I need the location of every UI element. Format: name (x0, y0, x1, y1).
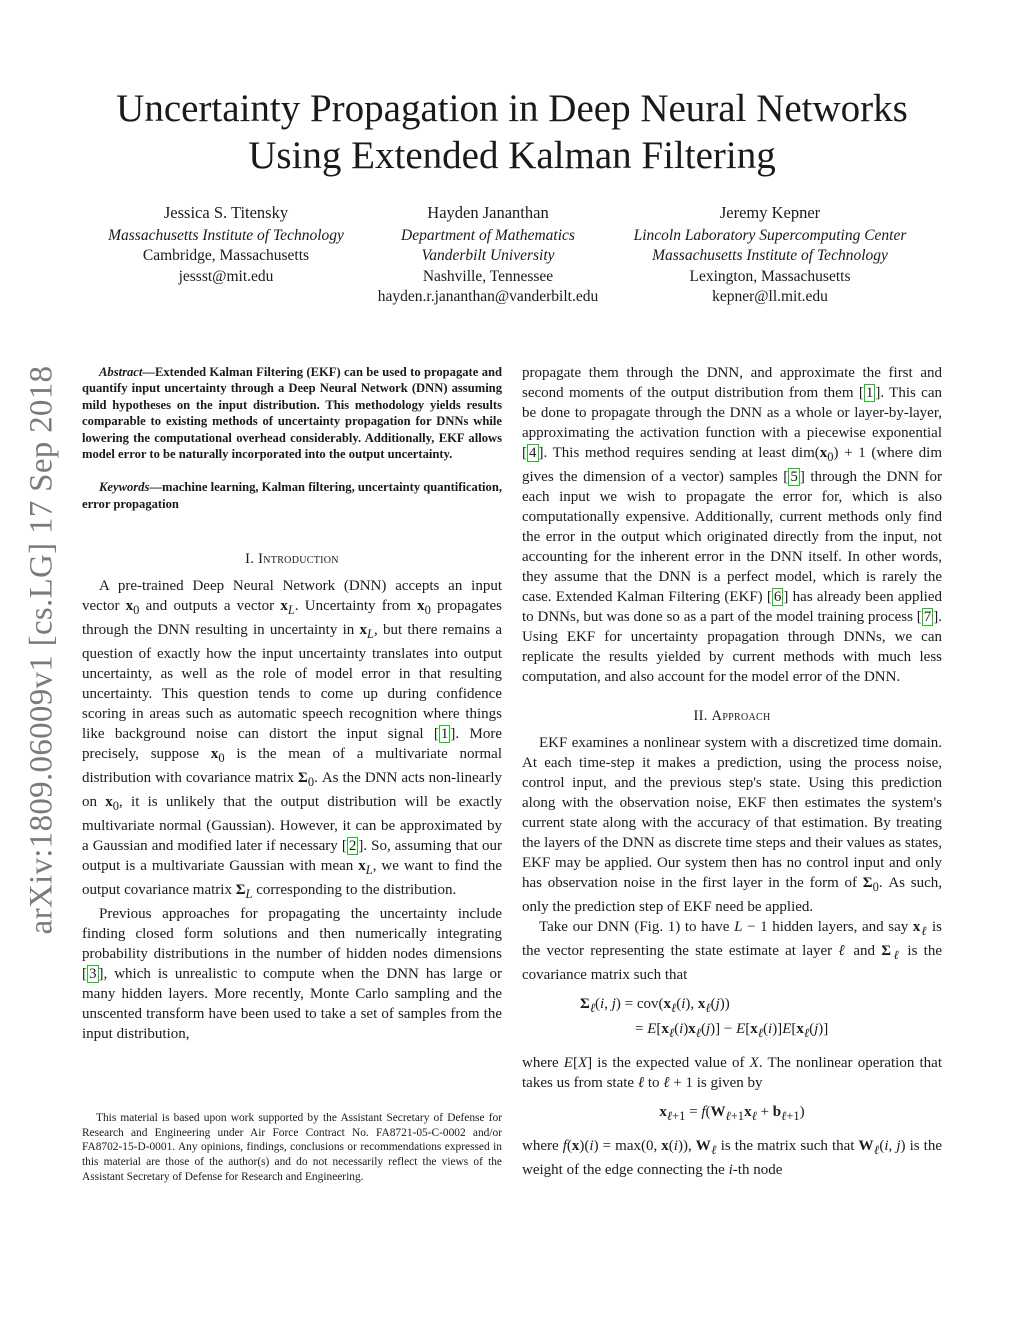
section-title: Approach (711, 708, 771, 724)
keywords-text: —machine learning, Kalman filtering, uncertainty quantification, error propagation (82, 480, 502, 511)
author-name: Hayden Jananthan (427, 203, 549, 222)
approach-paragraph-4: where f(x)(i) = max(0, x(i)), $W_\ell$ is the matrix such that $W_\ell(i$, j) is the weight of the edge connecting the i-th node (522, 1138, 942, 1178)
abstract-label: Abstract (99, 365, 143, 379)
intro-paragraph-1: A pre-trained Deep Neural Network (DNN) accepts an input vector $x_0$ and outputs a vector $x_L$. Uncertainty from $x_0$ propagates through the DNN resulting in uncertainty in $x_L$, but there remains a question of exactly how the input uncertainty translates into output uncertainty, as well as the role of model error in that resulting uncertainty. This question tends to come up during confidence scoring in areas such as automatic speech recognition where things like background noise can distort the input signal [ 1 ]. More precisely, suppose $x_0$ is the mean of a multivariate normal distribution with covariance matrix $\Sigma_0$. As the DNN acts non-linearly on $x_0$, it is unlikely that the output distribution will be exactly multivariate normal (Gaussian). However, it can be approximated by a Gaussian and modified later if necessary [ 2 ]. So, assuming that our output is a multivariate Gaussian with mean $x_L$, we want to find the output covariance matrix $\Sigma_L$ corresponding to the distribution. (82, 578, 503, 902)
intro-paragraph-2: Previous approaches for propagating the uncertainty include finding closed form solutions and then numerically integrating probability distributions in the number of hidden nodes dimensions [ 3 ], which is unrealistic to compute when the DNN has large or many hidden layers. More recently, Monte Carlo sampling and the unscented transform have been used to take a set of samples from the input distribution, (82, 906, 502, 1043)
section-number: II. (693, 708, 712, 724)
section-title: Introduction (258, 551, 339, 568)
layer-transition-equation: $x_{\ell+1} = f(W_{\ell+1}x_\ell + b_{\ell+1})$ (659, 1104, 805, 1123)
author-email: hayden.r.jananthan@vanderbilt.edu (377, 288, 599, 305)
citation-link[interactable]: 1 (865, 385, 874, 401)
title-line-1: Uncertainty Propagation in Deep Neural Networks (116, 87, 908, 130)
author-affiliation-2: Vanderbilt University (421, 247, 555, 264)
footnote-text: This material is based upon work supported by the Assistant Secretary of Defense for Research and Engineering under Air Force Contract No. FA8721-05-C-0002 and/or FA8702-15-D-0001. Any opinions, findings, conclusions or recommendations expressed in this material are those of the author(s) and do not necessarily reflect the views of the Assistant Secretary of Defense for Research and Engineering. (82, 1112, 502, 1183)
author-location: Nashville, Tennessee (422, 267, 554, 285)
left-column (82, 364, 502, 1044)
author-email: kepner@ll.mit.edu (712, 288, 828, 305)
paper-title (60, 85, 964, 179)
author-affiliation: Department of Mathematics (401, 226, 575, 244)
keywords-label: Keywords (99, 480, 150, 495)
section-heading-introduction (82, 549, 502, 569)
approach-paragraph-2: Take our DNN (Fig. 1) to have L − 1 hidden layers, and say $x_\ell$ is the vector representing the state estimate at layer ℓ and $\Sigma_\ell$ is the covariance matrix such that (522, 919, 942, 983)
covariance-equation: $\Sigma_\ell(i$, $j) = cov(x_\ell(i)$, $x_\ell(j)$) = $E[x_\ell(i)x_\ell(j)] - E[x_\ell(i)]E[x_\ell(j)]$ (580, 996, 829, 1040)
author-location: Cambridge, Massachusetts (142, 247, 310, 264)
author-name: Jessica S. Titensky (163, 203, 289, 222)
approach-paragraph-3: where E[X] is the expected value of X. The nonlinear operation that takes us from state ℓ to ℓ + 1 is given by (522, 1055, 942, 1091)
abstract (82, 364, 502, 462)
footnote (82, 1111, 502, 1185)
citation-link[interactable]: 6 (773, 589, 782, 605)
citation-link[interactable]: 1 (440, 726, 449, 743)
intro-paragraph-2-continued: propagate them through the DNN, and approximate the first and second moments of the output distribution from them [ 1 ]. This can be done to propagate through the DNN as a whole or layer-by-layer, approximating the activation function with a piecewise exponential [ 4 ]. This method requires sending at least $dim(x_0) + 1$ (where dim gives the dimension of a vector) samples [ 5 ] through the DNN for each input we wish to propagate the error for, which is also computationally expensive. Additionally, current methods only find the error in the output which originated directly from the input, not accounting for the inherent error in the DNN itself. In other words, they assume that the DNN is a perfect model, which is rarely the case. Extended Kalman Filtering (EKF) [ 6 ] has already been applied to DNNs, but was done so as a part of the model training process [ 7 ]. Using EKF for uncertainty propagation through DNNs, we can replicate the results yielded by current methods with much less computation, and also account for the model error of the DNN. (522, 365, 942, 685)
arxiv-identifier: arXiv:1809.06009v1 [cs.LG] 17 Sep 2018 (23, 365, 60, 935)
right-column (522, 363, 942, 1180)
citation-link[interactable]: 2 (348, 838, 357, 855)
section-heading-approach (522, 706, 942, 726)
title-line-2: Using Extended Kalman Filtering (248, 134, 776, 177)
abstract-text: —Extended Kalman Filtering (EKF) can be used to propagate and quantify input uncertainty through a Deep Neural Network (DNN) assuming mild hypotheses on the input distribution. This methodology yields results comparable to existing methods of uncertainty propagation for DNNs while lowering the computational overhead considerably. Additionally, EKF allows model error to be naturally incorporated into the output uncertainty. (82, 365, 502, 462)
approach-paragraph-1: EKF examines a nonlinear system with a discretized time domain. At each time-step it makes a prediction, using the process noise, control input, and the previous step's state. Using this prediction along with the observation noise, EKF then estimates the system's current state along with the accuracy of that estimation. By treating the layers of the DNN as discrete time steps and their values as states, EKF may be applied. Our system then has no control input and only has observation noise in the first layer in the form of $\Sigma_0$. As such, only the prediction step of EKF need be applied. (522, 735, 942, 915)
citation-link[interactable]: 7 (923, 609, 932, 625)
citation-link[interactable]: 5 (790, 469, 798, 485)
author-block-jananthan (362, 203, 614, 308)
author-affiliation: Massachusetts Institute of Technology (108, 226, 344, 244)
author-block-titensky (80, 203, 372, 287)
author-affiliation-2: Massachusetts Institute of Technology (652, 247, 888, 264)
author-block-kepner (605, 203, 935, 308)
section-number: I. (245, 551, 259, 568)
citation-link[interactable]: 4 (529, 445, 537, 461)
author-name: Jeremy Kepner (719, 203, 821, 222)
citation-link[interactable]: 3 (89, 966, 97, 983)
author-email: jessst@mit.edu (178, 267, 274, 285)
author-location: Lexington, Massachusetts (689, 267, 851, 285)
keywords (82, 479, 502, 512)
arxiv-stamp (12, 340, 72, 960)
author-affiliation: Lincoln Laboratory Supercomputing Center (633, 226, 907, 244)
